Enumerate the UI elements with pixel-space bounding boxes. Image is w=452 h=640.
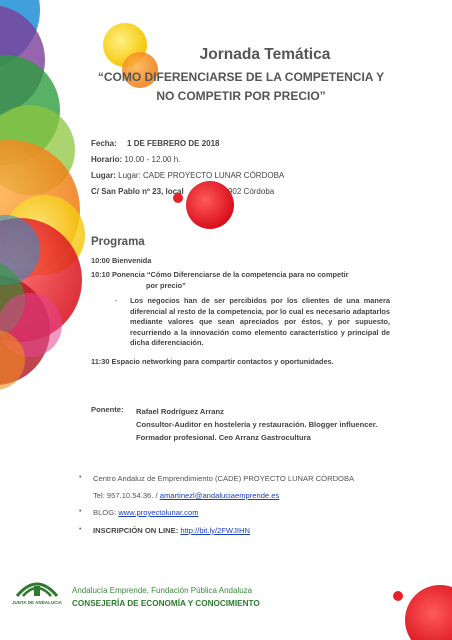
speaker-bio: Consultor-Auditor en hostelería y restauración. Blogger influencer. Formador profesional. Ceo Arranz Gastrocultura — [136, 420, 378, 442]
address-part-b: 902 Córdoba — [227, 187, 275, 196]
contact-center: Centro Andaluz de Emprendimiento (CADE) PROYECTO LUNAR CÓRDOBA — [93, 474, 355, 483]
talk-description: Los negocios han de ser percibidos por los clientes de una manera diferencial al resto de la competencia, por lo cual es necesario adaptarlos mediante valores que sean apreciados por éstos, y por supuesto, recurriendo a la innovación como elemento característico y principal de dicha diferenciación. — [130, 296, 390, 347]
footer-organization: Andalucía Emprende, Fundación Pública Andaluza — [72, 586, 253, 595]
contact-tel: Tel: 957.10.54.36. / — [93, 491, 160, 500]
dash-bullet: - — [115, 296, 118, 305]
program-title: Programa — [91, 236, 145, 248]
address-row — [91, 187, 274, 196]
subtitle-line2: NO COMPETIR POR PRECIO” — [156, 89, 326, 103]
page-subtitle — [80, 68, 402, 106]
blob-red-bottom — [405, 585, 452, 640]
date-label: Fecha: — [91, 139, 117, 148]
date-value: 1 DE FEBRERO DE 2018 — [127, 139, 220, 148]
blog-row — [93, 508, 199, 517]
blob-red-bottom-small — [393, 591, 403, 601]
bullet-inscription: • — [79, 526, 82, 533]
speaker-info — [136, 405, 391, 444]
location-row — [91, 171, 284, 180]
bullet-center: • — [79, 474, 82, 481]
email-link[interactable]: amartinezl@andaluciaemprende.es — [159, 491, 280, 500]
program-item-talk-cont: por precio” — [146, 281, 186, 290]
junta-andalucia-logo-icon — [12, 572, 62, 600]
bullet-blog: • — [79, 508, 82, 515]
schedule-row — [91, 155, 180, 164]
speaker-label: Ponente: — [91, 405, 124, 414]
blog-link[interactable]: www.proyectolunar.com — [118, 508, 199, 517]
schedule-label: Horario: — [91, 155, 123, 164]
date-row — [91, 139, 220, 148]
inscription-label: INSCRIPCIÓN ON LINE: — [93, 526, 181, 535]
contact-tel-row — [93, 491, 279, 500]
program-item-networking: 11:30 Espacio networking para compartir contactos y oportunidades. — [91, 357, 334, 366]
schedule-value: 10.00 - 12.00 h. — [124, 155, 181, 164]
blog-label: BLOG: — [93, 508, 119, 517]
program-item-talk: 10:10 Ponencia “Cómo Diferenciarse de la competencia para no competir — [91, 270, 349, 279]
footer-department: CONSEJERÍA DE ECONOMÍA Y CONOCIMIENTO — [72, 599, 260, 608]
program-item-welcome: 10:00 Bienvenida — [91, 256, 152, 265]
subtitle-line1: “COMO DIFERENCIARSE DE LA COMPETENCIA Y — [97, 70, 385, 84]
logo-caption: JUNTA DE ANDALUCIA — [12, 600, 62, 605]
location-value: Lugar: CADE PROYECTO LUNAR CÓRDOBA — [118, 171, 285, 180]
address-part-a: C/ San Pablo nº 23, local — [91, 187, 184, 196]
location-label: Lugar: — [91, 171, 116, 180]
inscription-link[interactable]: http://bit.ly/2FWJIHN — [180, 526, 250, 535]
page-title: Jornada Temática — [199, 46, 331, 63]
speaker-name: Rafael Rodríguez Arranz — [136, 407, 224, 416]
inscription-row — [93, 526, 250, 535]
